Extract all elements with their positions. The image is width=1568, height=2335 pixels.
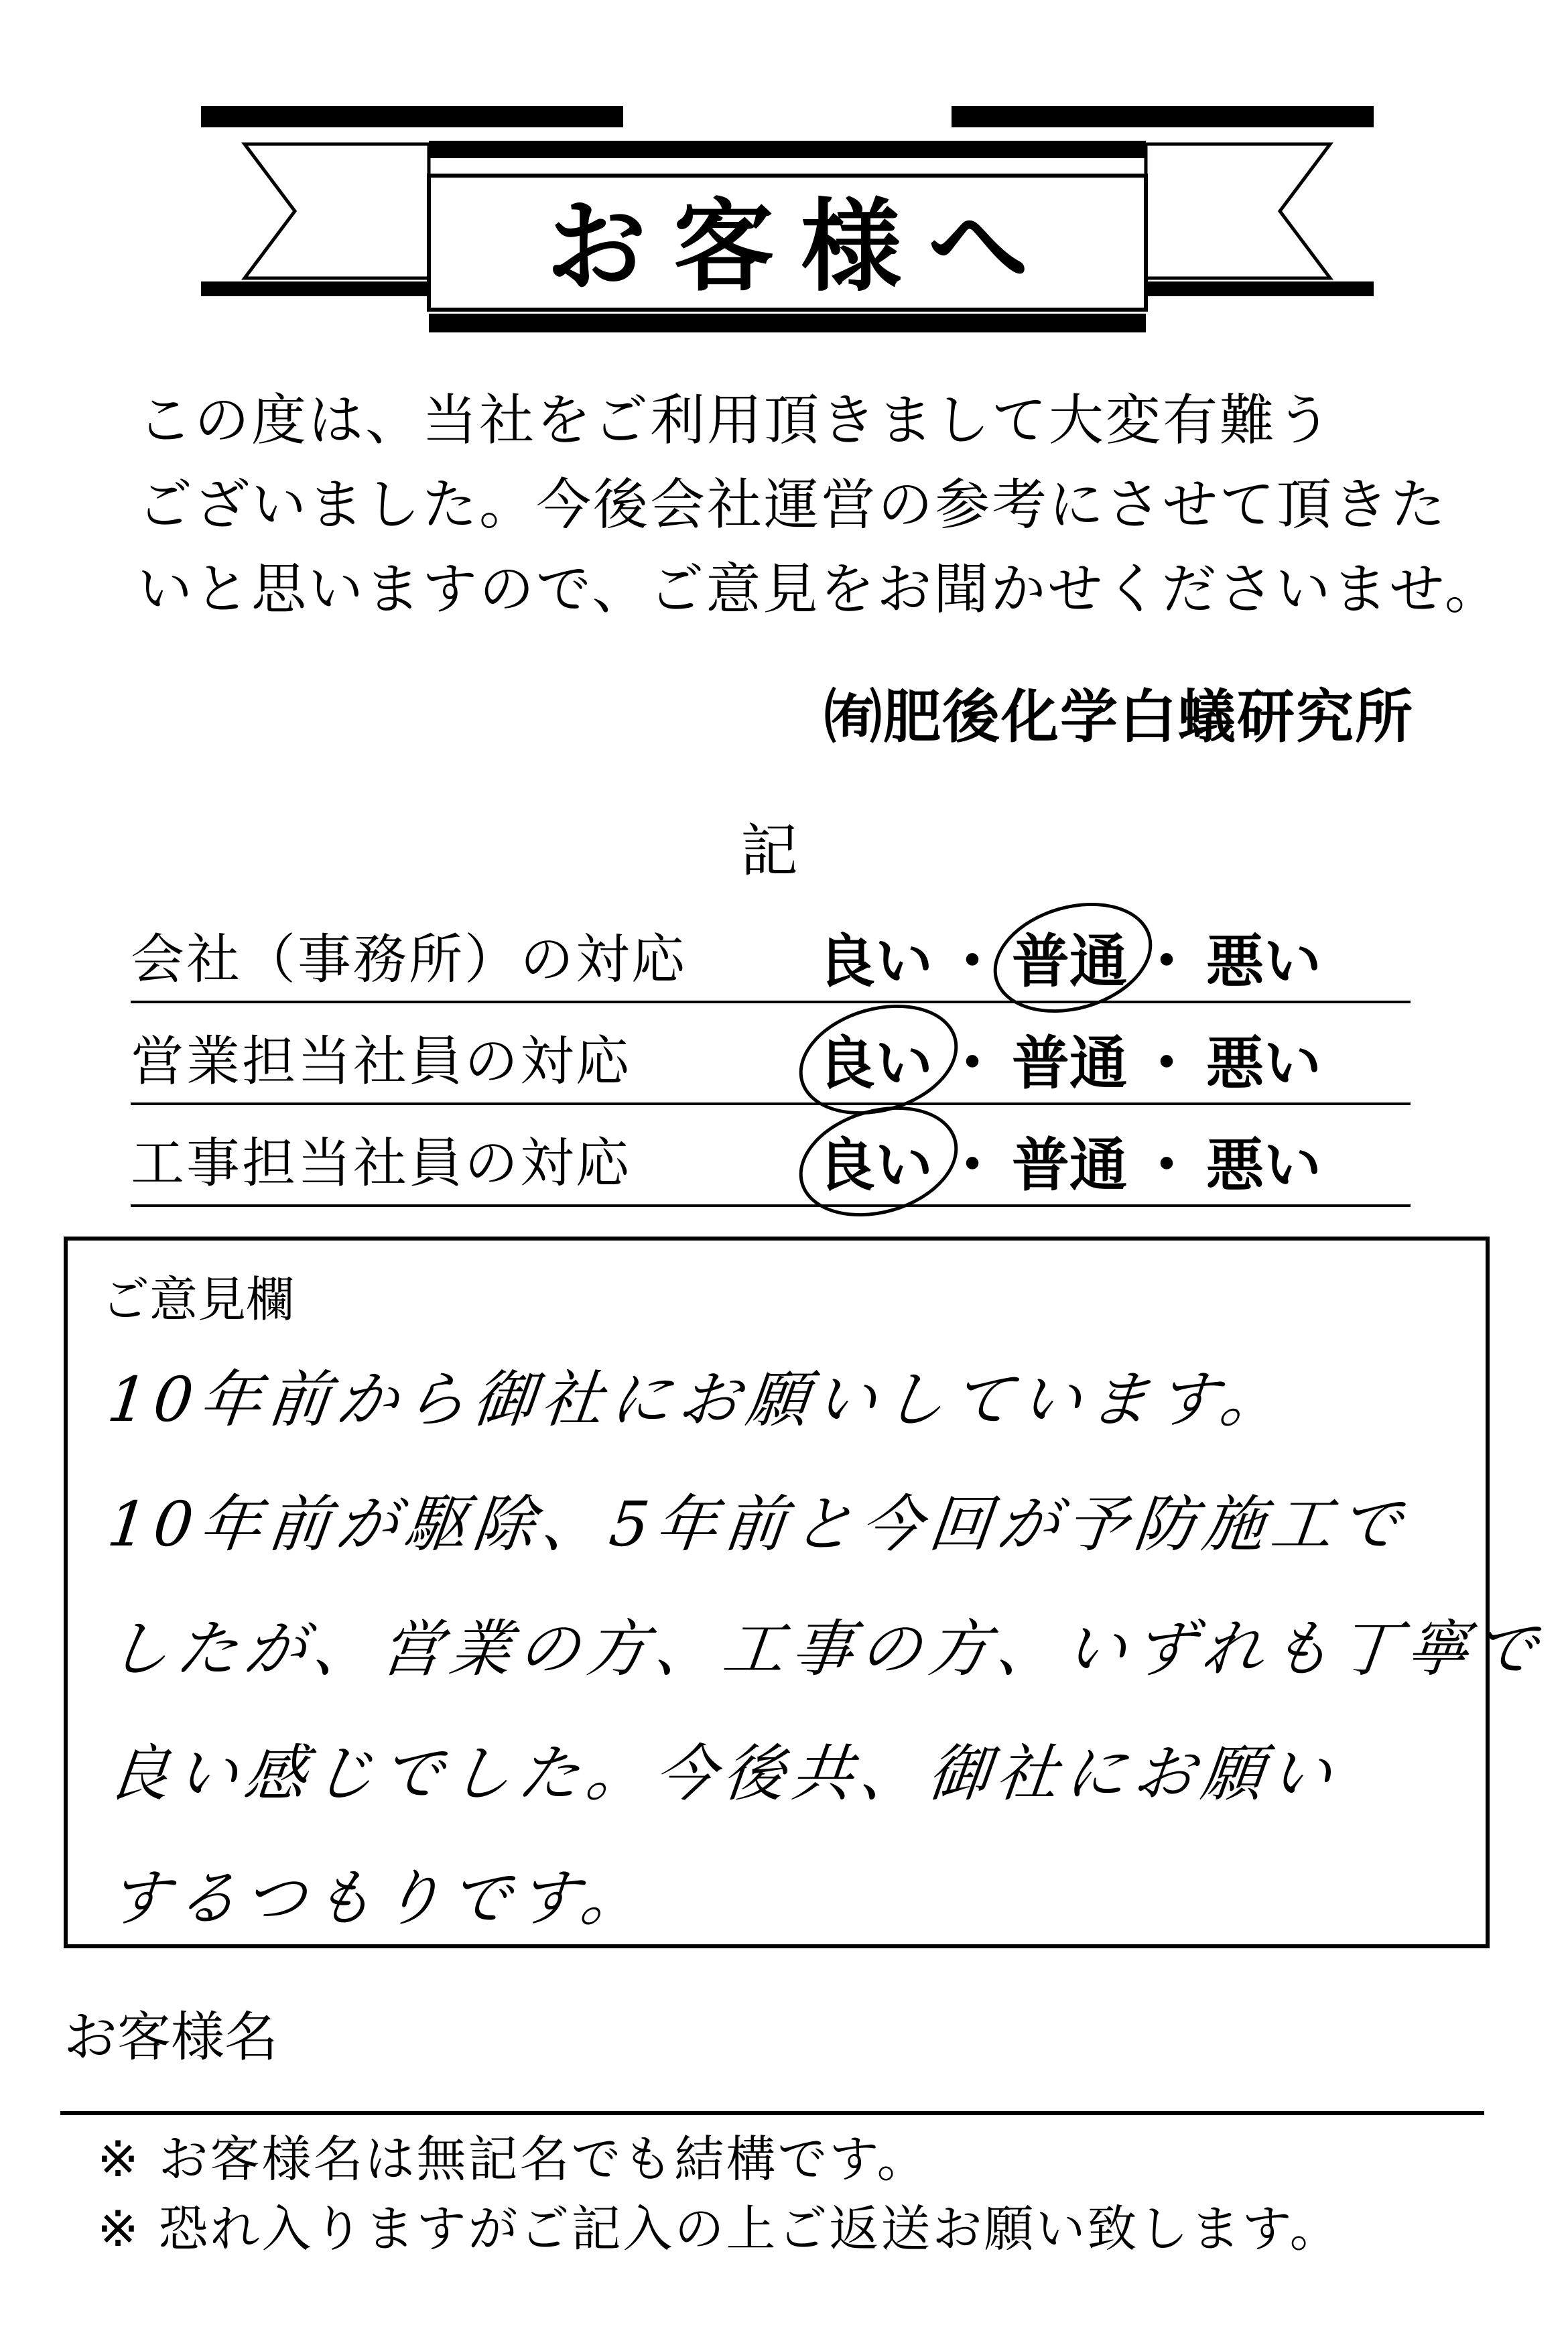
option-normal[interactable]: 普通 bbox=[1012, 1132, 1127, 1199]
option-good[interactable]: 良い bbox=[818, 1017, 933, 1100]
rating-table bbox=[131, 901, 1411, 1207]
rating-row bbox=[131, 1105, 1411, 1207]
option-bad[interactable]: 悪い bbox=[1206, 1132, 1321, 1199]
option-bad[interactable]: 悪い bbox=[1206, 1030, 1321, 1097]
page-title: お客様へ bbox=[545, 187, 1055, 306]
handwritten-comment bbox=[104, 1338, 1547, 1961]
handwritten-line: 10年前から御社にお願いしています。 bbox=[104, 1364, 1293, 1436]
rating-row bbox=[131, 901, 1411, 1003]
handwritten-line: 良い感じでした。今後共、御社にお願い bbox=[104, 1738, 1342, 1810]
separator-dot: ・ bbox=[1138, 1030, 1195, 1097]
separator-dot: ・ bbox=[1138, 928, 1195, 995]
rating-label: 工事担当社員の対応 bbox=[131, 1132, 631, 1194]
note-line: ※ お客様名は無記名でも結構です。 bbox=[97, 2131, 929, 2188]
intro-line: この度は、当社をご利用頂きまして大変有難う bbox=[137, 389, 1334, 452]
rating-label: 会社（事務所）の対応 bbox=[131, 928, 687, 991]
option-normal[interactable]: 普通 bbox=[1012, 1030, 1127, 1097]
separator-dot: ・ bbox=[1138, 1132, 1195, 1199]
handwritten-line: するつもりです。 bbox=[104, 1863, 653, 1934]
comment-box[interactable] bbox=[64, 1237, 1547, 1948]
separator-dot: ・ bbox=[943, 1030, 1001, 1097]
rating-label: 営業担当社員の対応 bbox=[131, 1030, 631, 1092]
customer-name-label: お客様名 bbox=[64, 2006, 278, 2068]
ki-heading: 記 bbox=[740, 818, 798, 885]
intro-paragraph bbox=[137, 379, 1502, 632]
customer-name-field[interactable] bbox=[60, 2111, 1484, 2115]
option-normal[interactable]: 普通 bbox=[1012, 915, 1127, 998]
rating-row bbox=[131, 1003, 1411, 1105]
title-banner bbox=[194, 101, 1380, 335]
intro-line: ございました。今後会社運営の参考にさせて頂きた bbox=[137, 473, 1448, 537]
comment-box-label: ご意見欄 bbox=[101, 1271, 295, 1328]
handwritten-line: 10年前が駆除、5年前と今回が予防施工で bbox=[104, 1489, 1412, 1560]
footer-notes bbox=[97, 2125, 1504, 2264]
separator-dot: ・ bbox=[943, 928, 1001, 995]
rating-options bbox=[818, 915, 1421, 998]
note-line: ※ 恐れ入りますがご記入の上ご返送お願い致します。 bbox=[97, 2200, 1342, 2258]
company-name: ㈲肥後化学白蟻研究所 bbox=[824, 684, 1414, 751]
option-good[interactable]: 良い bbox=[818, 1119, 933, 1202]
handwritten-line: したが、営業の方、工事の方、いずれも丁寧で bbox=[104, 1613, 1547, 1685]
option-bad[interactable]: 悪い bbox=[1206, 928, 1321, 995]
rating-options bbox=[818, 1119, 1421, 1202]
intro-line: いと思いますので、ご意見をお聞かせくださいませ。 bbox=[137, 558, 1502, 621]
selected-circle-mark bbox=[786, 1089, 971, 1235]
option-good[interactable]: 良い bbox=[818, 928, 933, 995]
rating-options bbox=[818, 1017, 1421, 1100]
title-frame bbox=[429, 184, 1146, 308]
separator-dot: ・ bbox=[943, 1132, 1001, 1199]
